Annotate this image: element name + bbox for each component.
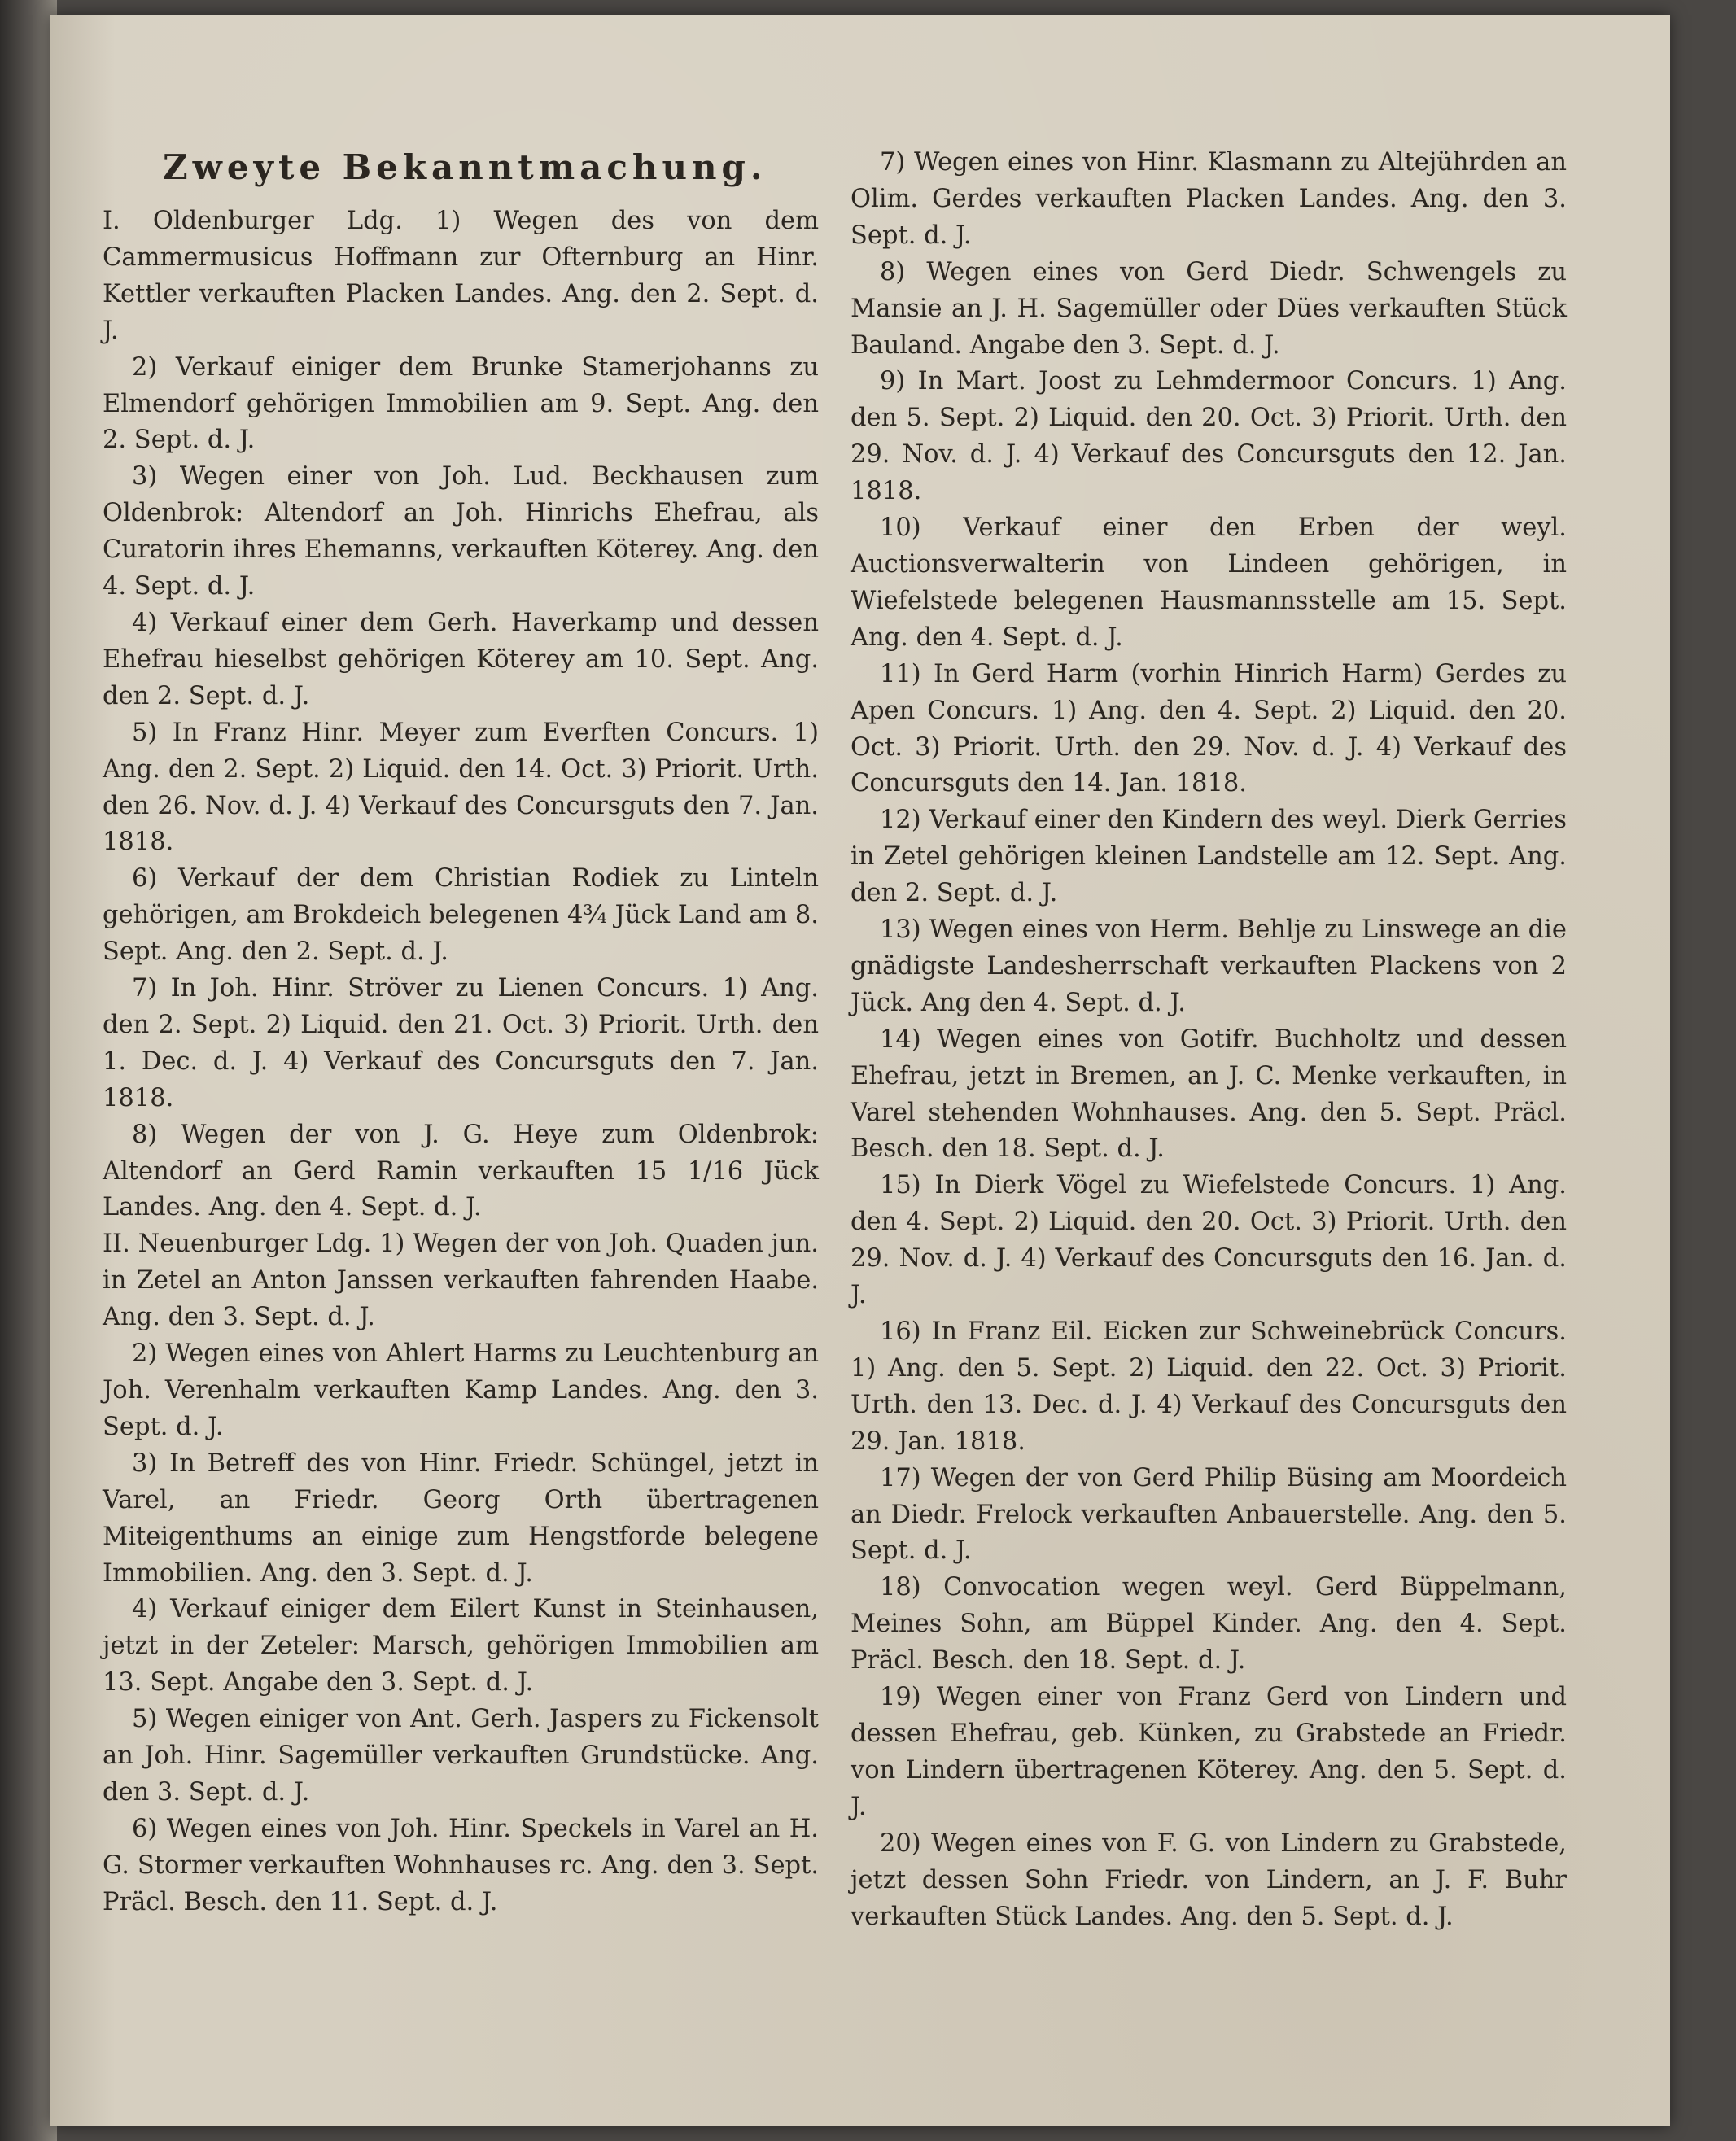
entry-right-5: 11) In Gerd Harm (vorhin Hinrich Harm) Gerdes zu Apen Concurs. 1) Ang. den 4. Sept. 2) Liquid. den 20. Oct. 3) Priorit. Urth. den 29. Nov. d. J. 4) Verkauf des Concursguts den 14. Jan. 1818. bbox=[851, 659, 1567, 798]
entry-right-6: 12) Verkauf einer den Kindern des weyl. Dierk Gerries in Zetel gehörigen kleinen Landstelle am 12. Sept. Ang. den 2. Sept. d. J. bbox=[851, 806, 1567, 908]
entry-right-1: 7) Wegen eines von Hinr. Klasmann zu Altejührden an Olim. Gerdes verkauften Placken Landes. Ang. den 3. Sept. d. J. bbox=[851, 148, 1567, 250]
entry-right-9: 15) In Dierk Vögel zu Wiefelstede Concurs. 1) Ang. den 4. Sept. 2) Liquid. den 20. Oct. 3) Priorit. Urth. den 29. Nov. d. J. 4) Verkauf des Concursguts den 16. Jan. d. J. bbox=[851, 1171, 1567, 1310]
entry-left-6: 6) Verkauf der dem Christian Rodiek zu Linteln gehörigen, am Brokdeich belegenen 4¾ Jück Land am 8. Sept. Ang. den 2. Sept. d. J. bbox=[103, 864, 819, 967]
left-column bbox=[103, 137, 819, 1921]
entry-right-13: 19) Wegen einer von Franz Gerd von Lindern und dessen Ehefrau, geb. Künken, zu Grabstede an Friedr. von Lindern übertragenen Köterey. Ang. den 5. Sept. d. J. bbox=[851, 1683, 1567, 1821]
entry-left-5: 5) In Franz Hinr. Meyer zum Everften Concurs. 1) Ang. den 2. Sept. 2) Liquid. den 14. Oct. 3) Priorit. Urth. den 26. Nov. d. J. 4) Verkauf des Concursguts den 7. Jan. 1818. bbox=[103, 718, 819, 857]
entry-left-1: I. Oldenburger Ldg. 1) Wegen des von dem Cammermusicus Hoffmann zur Ofternburg an Hinr. Kettler verkauften Placken Landes. Ang. den 2. Sept. d. J. bbox=[103, 207, 819, 345]
entry-right-2: 8) Wegen eines von Gerd Diedr. Schwengels zu Mansie an J. H. Sagemüller oder Dües verkauften Stück Bauland. Angabe den 3. Sept. d. J. bbox=[851, 257, 1567, 360]
entry-right-4: 10) Verkauf einer den Erben der weyl. Auctionsverwalterin von Lindeen gehörigen, in Wiefelstede belegenen Hausmannsstelle am 15. Sept. Ang. den 4. Sept. d. J. bbox=[851, 513, 1567, 652]
entry-left-10: 2) Wegen eines von Ahlert Harms zu Leuchtenburg an Joh. Verenhalm verkauften Kamp Landes. Ang. den 3. Sept. d. J. bbox=[103, 1339, 819, 1441]
page-heading: Zweyte Bekanntmachung. bbox=[163, 147, 767, 187]
document-page bbox=[50, 15, 1670, 2126]
entry-left-7: 7) In Joh. Hinr. Ströver zu Lienen Concurs. 1) Ang. den 2. Sept. 2) Liquid. den 21. Oct. 3) Priorit. Urth. den 1. Dec. d. J. 4) Verkauf des Concursguts den 7. Jan. 1818. bbox=[103, 974, 819, 1112]
entry-left-2: 2) Verkauf einiger dem Brunke Stamerjohanns zu Elmendorf gehörigen Immobilien am 9. Sept. Ang. den 2. Sept. d. J. bbox=[103, 352, 819, 455]
entry-left-14: 6) Wegen eines von Joh. Hinr. Speckels in Varel an H. G. Stormer verkauften Wohnhauses rc. Ang. den 3. Sept. Präcl. Besch. den 11. Sept. d. J. bbox=[103, 1814, 819, 1916]
book-spine-edge bbox=[0, 0, 57, 2141]
right-column bbox=[851, 145, 1567, 1935]
entry-right-8: 14) Wegen eines von Gotifr. Buchholtz und dessen Ehefrau, jetzt in Bremen, an J. C. Menke verkauften, in Varel stehenden Wohnhauses. Ang. den 5. Sept. Präcl. Besch. den 18. Sept. d. J. bbox=[851, 1025, 1567, 1164]
entry-left-3: 3) Wegen einer von Joh. Lud. Beckhausen zum Oldenbrok: Altendorf an Joh. Hinrichs Ehefrau, als Curatorin ihres Ehemanns, verkauften Köterey. Ang. den 4. Sept. d. J. bbox=[103, 462, 819, 601]
entry-left-4: 4) Verkauf einer dem Gerh. Haverkamp und dessen Ehefrau hieselbst gehörigen Köterey am 10. Sept. Ang. den 2. Sept. d. J. bbox=[103, 608, 819, 710]
entry-right-10: 16) In Franz Eil. Eicken zur Schweinebrück Concurs. 1) Ang. den 5. Sept. 2) Liquid. den 22. Oct. 3) Priorit. Urth. den 13. Dec. d. J. 4) Verkauf des Concursguts den 29. Jan. 1818. bbox=[851, 1317, 1567, 1456]
entry-right-11: 17) Wegen der von Gerd Philip Büsing am Moordeich an Diedr. Frelock verkauften Anbauerstelle. Ang. den 5. Sept. d. J. bbox=[851, 1463, 1567, 1566]
entry-right-3: 9) In Mart. Joost zu Lehmdermoor Concurs. 1) Ang. den 5. Sept. 2) Liquid. den 20. Oct. 3) Priorit. Urth. den 29. Nov. d. J. 4) Verkauf des Concursguts den 12. Jan. 1818. bbox=[851, 367, 1567, 506]
entry-right-7: 13) Wegen eines von Herm. Behlje zu Linswege an die gnädigste Landesherrschaft verkauften Plackens von 2 Jück. Ang den 4. Sept. d. J. bbox=[851, 915, 1567, 1017]
entry-right-14: 20) Wegen eines von F. G. von Lindern zu Grabstede, jetzt dessen Sohn Friedr. von Lindern, an J. F. Buhr verkauften Stück Landes. Ang. den 5. Sept. d. J. bbox=[851, 1829, 1567, 1931]
entry-right-12: 18) Convocation wegen weyl. Gerd Büppelmann, Meines Sohn, am Büppel Kinder. Ang. den 4. Sept. Präcl. Besch. den 18. Sept. d. J. bbox=[851, 1573, 1567, 1676]
entry-left-8: 8) Wegen der von J. G. Heye zum Oldenbrok: Altendorf an Gerd Ramin verkauften 15 1/16 Jück Landes. Ang. den 4. Sept. d. J. bbox=[103, 1120, 819, 1222]
entry-left-9: II. Neuenburger Ldg. 1) Wegen der von Joh. Quaden jun. in Zetel an Anton Janssen verkauften fahrenden Haabe. Ang. den 3. Sept. d. J. bbox=[103, 1230, 819, 1332]
entry-left-12: 4) Verkauf einiger dem Eilert Kunst in Steinhausen, jetzt in der Zeteler: Marsch, gehörigen Immobilien am 13. Sept. Angabe den 3. Sept. d. J. bbox=[103, 1595, 819, 1698]
entry-left-11: 3) In Betreff des von Hinr. Friedr. Schüngel, jetzt in Varel, an Friedr. Georg Orth übertragenen Miteigenthums an einige zum Hengstforde belegene Immobilien. Ang. den 3. Sept. d. J. bbox=[103, 1448, 819, 1588]
entry-left-13: 5) Wegen einiger von Ant. Gerh. Jaspers zu Fickensolt an Joh. Hinr. Sagemüller verkauften Grundstücke. Ang. den 3. Sept. d. J. bbox=[103, 1705, 819, 1807]
